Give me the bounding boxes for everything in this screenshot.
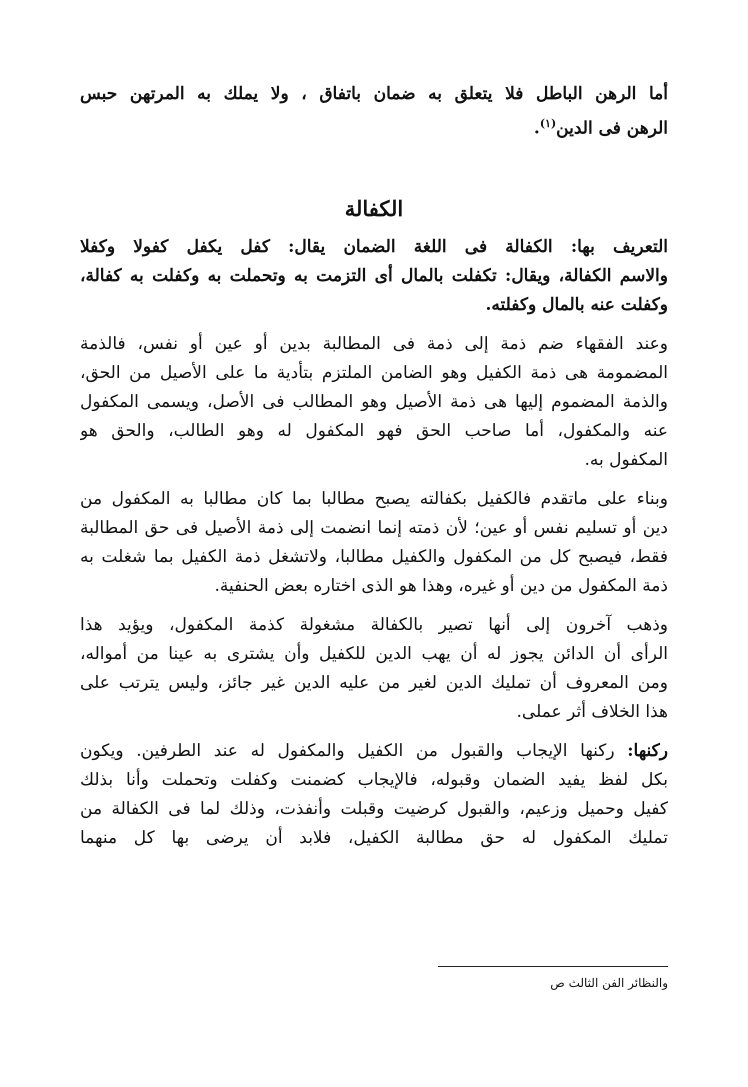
text-line: المكفول به. (584, 449, 668, 470)
paragraph-lead: ركنها: (627, 740, 668, 761)
footnote-divider (438, 966, 668, 967)
text-line: عنه والمكفول، أما صاحب الحق فهو المكفول له وهو الطالب، والحق هو (80, 420, 668, 441)
section-title: الكفالة (344, 195, 404, 221)
pillars-paragraph (80, 737, 668, 853)
footnote-text: والنظائر الفن الثالث ص (550, 976, 668, 990)
text-span: الكفالة فى اللغة الضمان يقال: كفل يكفل كفولا وكفلا (80, 236, 571, 257)
paragraph-lead: التعريف بها: (570, 236, 668, 257)
consequence-paragraph (80, 485, 668, 601)
text-line: وبناء على ماتقدم فالكفيل بكفالته يصبح مطالبا بما كان مطالبا به المكفول من (80, 488, 668, 509)
definition-paragraph (80, 233, 668, 320)
text-line: وذهب آخرون إلى أنها تصير بالكفالة مشغولة كذمة المكفول، ويؤيد هذا (80, 614, 668, 635)
text-span: الرهن فى الدين (556, 118, 668, 139)
text-span: ركنها الإيجاب والقبول من الكفيل والمكفول له عند الطرفين. ويكون (80, 740, 628, 761)
text-line: فقط، فيصبح كل من المكفول والكفيل مطالبا، ولاتشغل ذمة الكفيل بما شغلت به (80, 546, 668, 567)
text-line (80, 233, 668, 262)
footnote-reference: (١) (539, 117, 557, 130)
text-line (80, 737, 668, 766)
text-line: هذا الخلاف أثر عملى. (516, 701, 668, 722)
text-line: دين أو تسليم نفس أو عين؛ لأن ذمته إنما انضمت إلى ذمة الأصيل فى حق المطالبة (80, 517, 668, 538)
text-line: والاسم الكفالة، ويقال: تكفلت بالمال أى التزمت به وتحملت به وكفلت به كفالة، (80, 265, 668, 286)
text-line: كفيل وحميل وزعيم، والقبول كرضيت وقبلت وأنفذت، وذلك لما فى الكفالة من (80, 798, 668, 819)
text-line: المضمومة هى ذمة الكفيل وهو الضامن الملتزم بتأدية ما على الأصيل من الحق، (80, 362, 668, 383)
text-line: وكفلت عنه بالمال وكفلته. (485, 294, 668, 315)
text-line: الرهن فى الدين$^{(١)}$. (533, 117, 668, 139)
text-line: ذمة المكفول من دين أو غيره، وهذا هو الذى اختاره بعض الحنفية. (214, 575, 668, 596)
text-line: بكل لفظ يفيد الضمان وقبوله، فالإيجاب كضمنت وكفلت وتحملت وأنا بذلك (80, 769, 668, 790)
text-line: تمليك المكفول له حق مطالبة الكفيل، فلابد أن يرضى بها كل منهما (80, 827, 668, 848)
jurists-paragraph (80, 330, 668, 475)
text-line: والذمة المضموم إليها هى ذمة الأصيل وهو المطالب فى الأصل، ويسمى المكفول (80, 391, 668, 412)
text-line: ومن المعروف أن تمليك الدين لغير من عليه الدين غير جائز، وليس يترتب على (80, 672, 668, 693)
text-line: الرأى أن الدائن يجوز له أن يهب الدين للكفيل وأن يشترى به عينا من أمواله، (80, 643, 668, 664)
text-line: أما الرهن الباطل فلا يتعلق به ضمان باتفاق ، ولا يملك به المرتهن حبس (80, 84, 668, 104)
text-line: وعند الفقهاء ضم ذمة إلى ذمة فى المطالبة بدين أو عين أو نفس، فالذمة (80, 333, 668, 354)
intro-paragraph (80, 80, 668, 144)
other-opinion-paragraph (80, 611, 668, 727)
